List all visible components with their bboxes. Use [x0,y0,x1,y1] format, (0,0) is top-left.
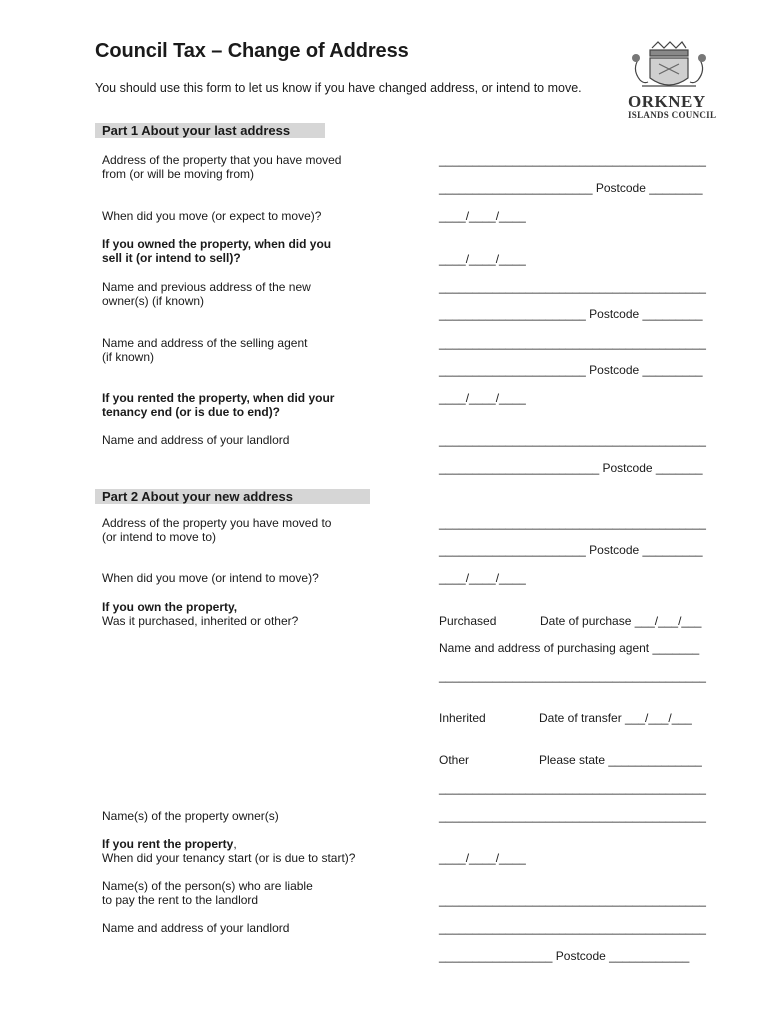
p2-q6-label: Name(s) of the person(s) who are liable to pay the rent to the landlord [102,879,313,907]
p2-q2-label: When did you move (or intend to move)? [102,571,319,585]
p1-q3-date-field[interactable]: ____/____/____ [439,252,526,266]
p2-q7-label: Name and address of your landlord [102,921,290,935]
p2-q5-label [102,837,237,851]
p1-q7-label: Name and address of your landlord [102,433,290,447]
p1-q4-address-field[interactable]: ________________________________________ [439,280,706,294]
other-details-line[interactable]: ________________________________________ [439,781,706,795]
p1-q7-postcode-field[interactable]: ________________________ Postcode _______ [439,461,703,475]
p2-q1-postcode-field[interactable]: ______________________ Postcode _________ [439,543,703,557]
please-state-field[interactable]: Please state ______________ [539,753,702,767]
p1-q5-postcode-field[interactable]: ______________________ Postcode _________ [439,363,703,377]
p2-q5-comma: , [233,837,237,851]
option-other[interactable]: Other [439,753,470,767]
p2-q3-sub-label: Was it purchased, inherited or other? [102,614,299,628]
p2-q5-date-field[interactable]: ____/____/____ [439,851,526,865]
p1-q1-address-field[interactable]: ________________________________________ [439,153,706,167]
date-of-transfer-field[interactable]: Date of transfer ___/___/___ [539,711,692,725]
p2-q5-sub-label: When did your tenancy start (or is due to start)? [102,851,356,865]
p1-q2-date-field[interactable]: ____/____/____ [439,209,526,223]
part2-heading: Part 2 About your new address [102,489,293,504]
p1-q4-postcode-field[interactable]: ______________________ Postcode _________ [439,307,703,321]
page-title: Council Tax – Change of Address [95,40,409,62]
logo-islands-council-text: ISLANDS COUNCIL [628,110,717,120]
p2-q4-owners-field[interactable]: ________________________________________ [439,809,706,823]
date-of-purchase-field[interactable]: Date of purchase ___/___/___ [540,614,702,628]
p2-q3-label: If you own the property, [102,600,238,614]
p2-q6-liable-field[interactable]: ________________________________________ [439,893,706,907]
p2-q1-label: Address of the property you have moved to (or intend to move to) [102,516,332,544]
p1-q2-label: When did you move (or expect to move)? [102,209,322,223]
p1-q6-date-field[interactable]: ____/____/____ [439,391,526,405]
option-inherited[interactable]: Inherited [439,711,486,725]
purchasing-agent-line[interactable]: ________________________________________ [439,669,706,683]
logo-orkney-text: ORKNEY [628,92,706,111]
p1-q3-label: If you owned the property, when did you sell it (or intend to sell)? [102,237,332,265]
option-purchased[interactable]: Purchased [439,614,497,628]
p2-q7-postcode-field[interactable]: _________________ Postcode ____________ [439,949,690,963]
p2-q1-address-field[interactable]: ________________________________________ [439,516,706,530]
p1-q7-address-field[interactable]: ________________________________________ [439,433,706,447]
p1-q6-label: If you rented the property, when did your tenancy end (or is due to end)? [102,391,335,419]
p1-q4-label: Name and previous address of the new owner(s) (if known) [102,280,311,308]
p2-q2-date-field[interactable]: ____/____/____ [439,571,526,585]
purchasing-agent-field[interactable]: Name and address of purchasing agent _______ [439,641,700,655]
p1-q1-postcode-field[interactable]: _______________________ Postcode ________ [439,181,703,195]
p1-q5-address-field[interactable]: ________________________________________ [439,336,706,350]
p1-q5-label: Name and address of the selling agent (if known) [102,336,308,364]
p2-q7-address-field[interactable]: ________________________________________ [439,921,706,935]
p2-q4-label: Name(s) of the property owner(s) [102,809,279,823]
p2-q5-bold-label: If you rent the property [102,837,234,851]
p1-q1-label: Address of the property that you have moved from (or will be moving from) [102,153,342,181]
intro-text: You should use this form to let us know if you have changed address, or intend to move. [95,81,582,95]
part1-heading: Part 1 About your last address [102,123,291,138]
